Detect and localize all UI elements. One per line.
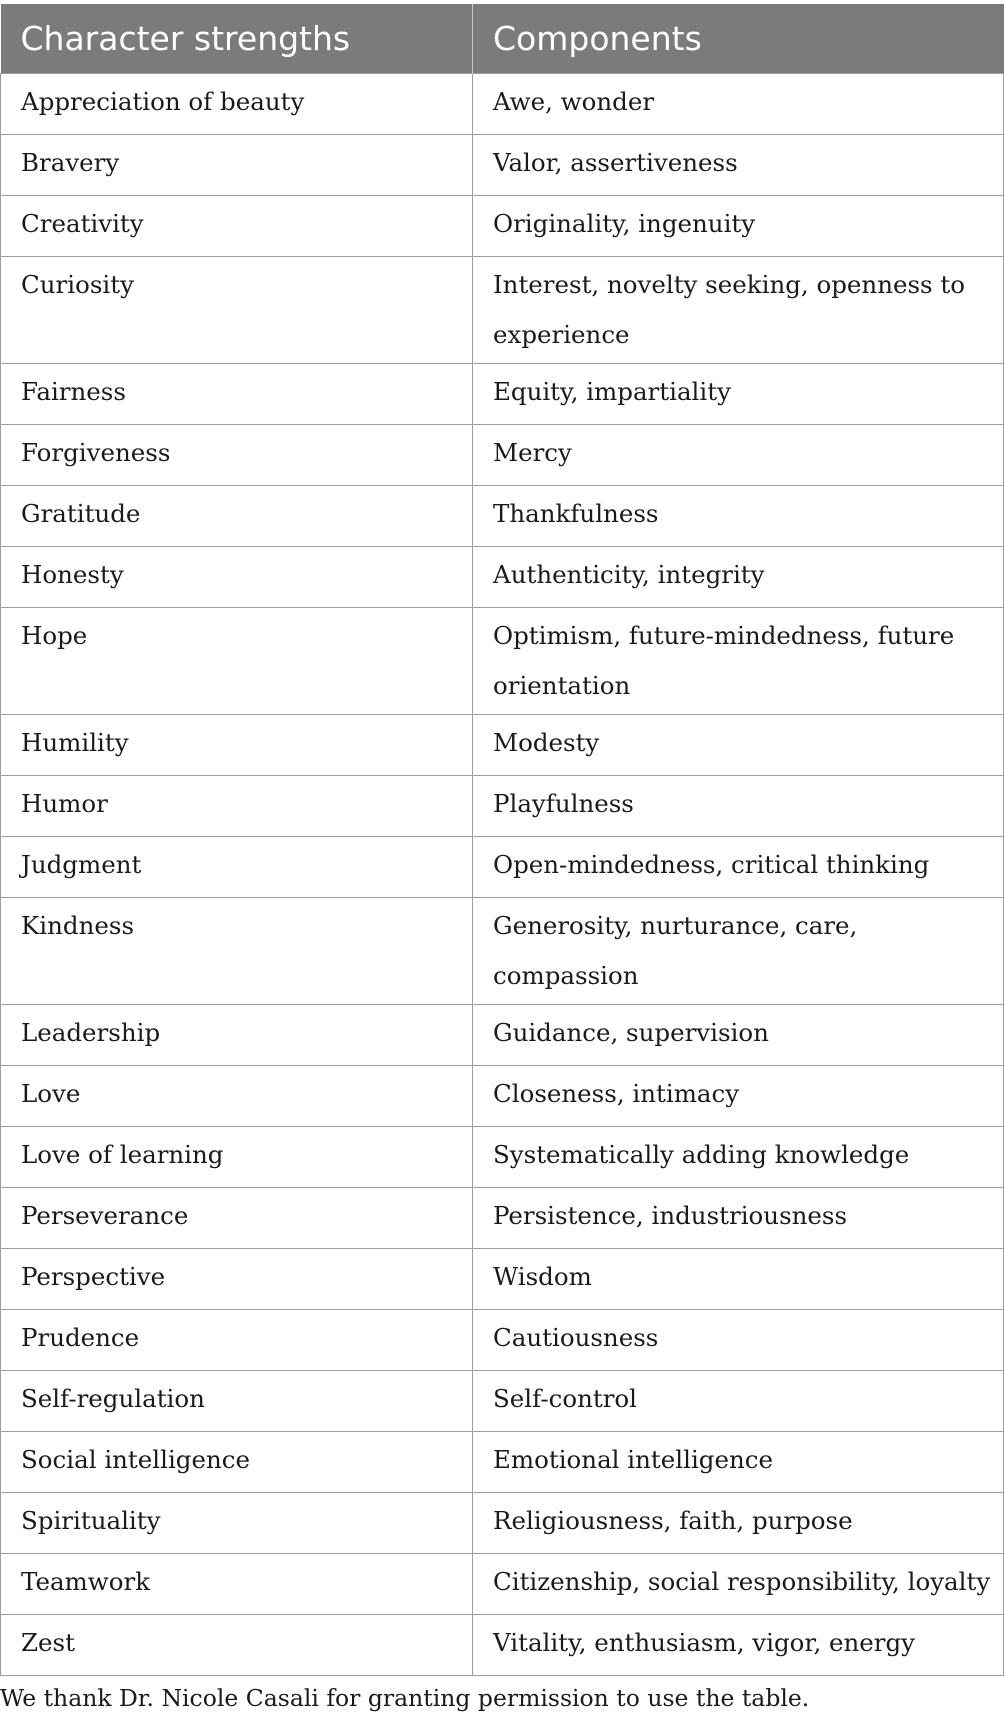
table-row <box>1 837 1004 898</box>
table-row <box>1 1188 1004 1249</box>
strength-cell: Perspective <box>1 1249 473 1310</box>
components-cell: Citizenship, social responsibility, loyalty <box>473 1554 1004 1615</box>
components-cell: Guidance, supervision <box>473 1005 1004 1066</box>
components-cell: Open-mindedness, critical thinking <box>473 837 1004 898</box>
components-cell: Modesty <box>473 715 1004 776</box>
table-row <box>1 1066 1004 1127</box>
components-cell: Optimism, future-mindedness, future orientation <box>473 608 1004 715</box>
components-cell: Wisdom <box>473 1249 1004 1310</box>
table-row <box>1 1615 1004 1676</box>
components-cell: Valor, assertiveness <box>473 135 1004 196</box>
strength-cell: Forgiveness <box>1 425 473 486</box>
table-header <box>1 4 1004 74</box>
strength-cell: Perseverance <box>1 1188 473 1249</box>
table-row <box>1 1554 1004 1615</box>
components-cell: Systematically adding knowledge <box>473 1127 1004 1188</box>
table-row <box>1 715 1004 776</box>
header-components: Components <box>473 4 1004 74</box>
strength-cell: Curiosity <box>1 257 473 364</box>
table-row <box>1 486 1004 547</box>
strength-cell: Love of learning <box>1 1127 473 1188</box>
components-cell: Playfulness <box>473 776 1004 837</box>
table-row <box>1 425 1004 486</box>
components-cell: Originality, ingenuity <box>473 196 1004 257</box>
strength-cell: Zest <box>1 1615 473 1676</box>
table-row <box>1 1371 1004 1432</box>
header-character-strengths: Character strengths <box>1 4 473 74</box>
strength-cell: Love <box>1 1066 473 1127</box>
strength-cell: Spirituality <box>1 1493 473 1554</box>
strength-cell: Creativity <box>1 196 473 257</box>
strength-cell: Teamwork <box>1 1554 473 1615</box>
components-cell: Generosity, nurturance, care, compassion <box>473 898 1004 1005</box>
components-cell: Equity, impartiality <box>473 364 1004 425</box>
components-cell: Emotional intelligence <box>473 1432 1004 1493</box>
header-row <box>1 4 1004 74</box>
table-row <box>1 608 1004 715</box>
components-cell: Cautiousness <box>473 1310 1004 1371</box>
strength-cell: Humor <box>1 776 473 837</box>
strength-cell: Bravery <box>1 135 473 196</box>
table-row <box>1 1432 1004 1493</box>
strength-cell: Leadership <box>1 1005 473 1066</box>
table-footnote: We thank Dr. Nicole Casali for granting permission to use the table. <box>0 1684 810 1712</box>
components-cell: Thankfulness <box>473 486 1004 547</box>
table-row <box>1 1249 1004 1310</box>
components-cell: Vitality, enthusiasm, vigor, energy <box>473 1615 1004 1676</box>
table-row <box>1 196 1004 257</box>
table-row <box>1 776 1004 837</box>
components-cell: Authenticity, integrity <box>473 547 1004 608</box>
strength-cell: Kindness <box>1 898 473 1005</box>
strength-cell: Gratitude <box>1 486 473 547</box>
strength-cell: Hope <box>1 608 473 715</box>
table-row <box>1 1127 1004 1188</box>
components-cell: Mercy <box>473 425 1004 486</box>
table-row <box>1 1493 1004 1554</box>
components-cell: Self-control <box>473 1371 1004 1432</box>
table-row <box>1 135 1004 196</box>
table-row <box>1 257 1004 364</box>
components-cell: Awe, wonder <box>473 74 1004 135</box>
strength-cell: Appreciation of beauty <box>1 74 473 135</box>
character-strengths-table <box>0 4 1004 1676</box>
strength-cell: Honesty <box>1 547 473 608</box>
strength-cell: Judgment <box>1 837 473 898</box>
table-row <box>1 1005 1004 1066</box>
table-container <box>0 4 1005 1712</box>
table-row <box>1 74 1004 135</box>
table-row <box>1 547 1004 608</box>
strength-cell: Self-regulation <box>1 1371 473 1432</box>
strength-cell: Social intelligence <box>1 1432 473 1493</box>
table-row <box>1 1310 1004 1371</box>
table-row <box>1 364 1004 425</box>
strength-cell: Humility <box>1 715 473 776</box>
components-cell: Persistence, industriousness <box>473 1188 1004 1249</box>
components-cell: Religiousness, faith, purpose <box>473 1493 1004 1554</box>
components-cell: Interest, novelty seeking, openness to experience <box>473 257 1004 364</box>
strength-cell: Fairness <box>1 364 473 425</box>
components-cell: Closeness, intimacy <box>473 1066 1004 1127</box>
table-body <box>1 74 1004 1676</box>
strength-cell: Prudence <box>1 1310 473 1371</box>
table-row <box>1 898 1004 1005</box>
